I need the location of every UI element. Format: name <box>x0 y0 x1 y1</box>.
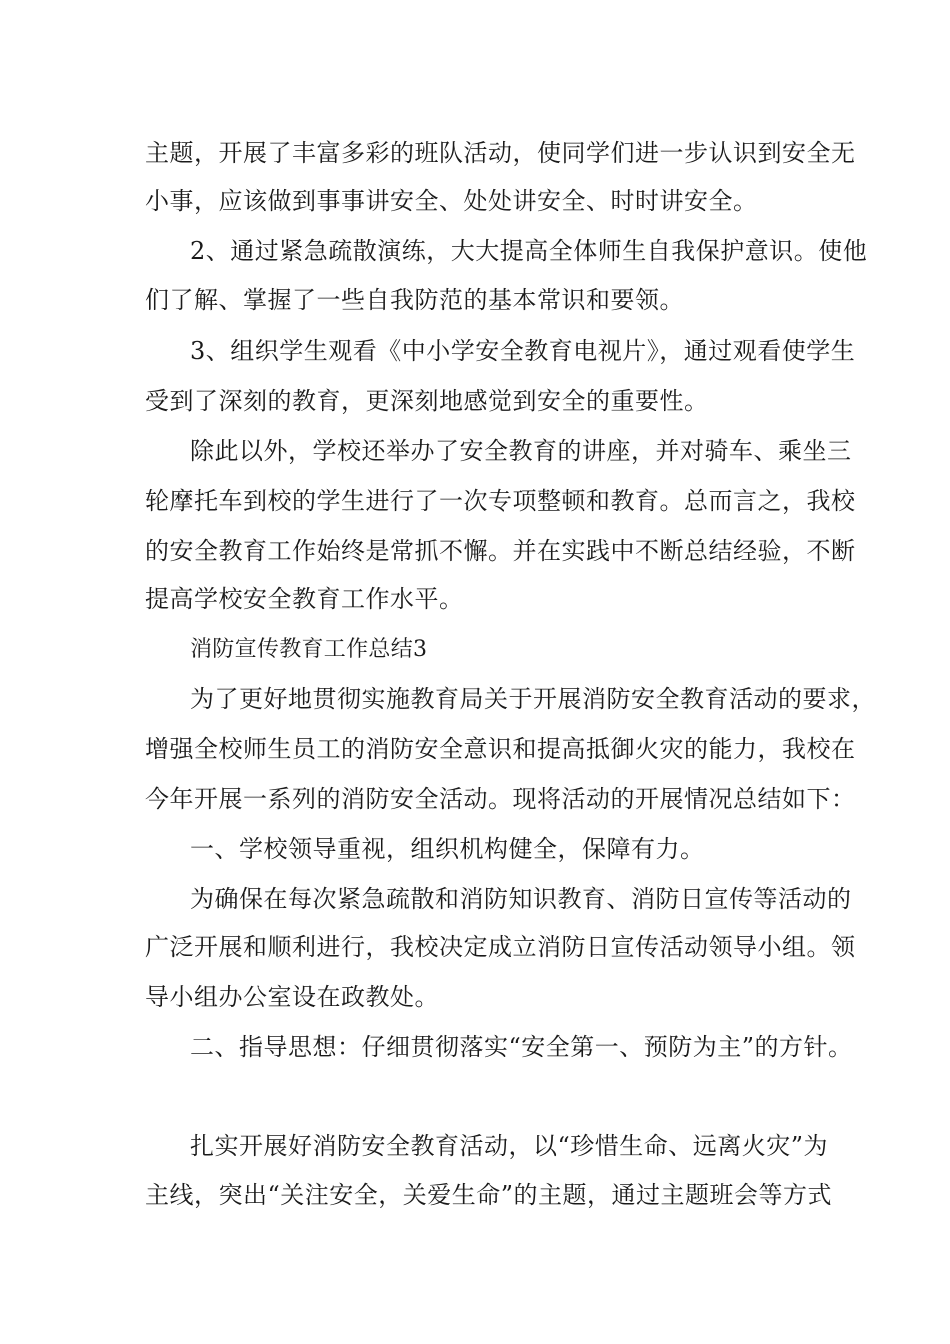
text-line: 3、组织学生观看《中小学安全教育电视片》，通过观看使学生 <box>190 337 856 365</box>
text-line: 一、学校领导重视，组织机构健全，保障有力。 <box>190 835 705 863</box>
text-line: 扎实开展好消防安全教育活动，以“珍惜生命、远离火灾”为 <box>190 1132 829 1160</box>
text-line: 轮摩托车到校的学生进行了一次专项整顿和教育。总而言之，我校 <box>145 487 856 515</box>
text-line: 提高学校安全教育工作水平。 <box>145 585 464 613</box>
text-line: 2、通过紧急疏散演练，大大提高全体师生自我保护意识。使他 <box>190 237 868 265</box>
text-line: 为确保在每次紧急疏散和消防知识教育、消防日宣传等活动的 <box>190 885 852 913</box>
text-line: 主线，突出“关注安全，关爱生命”的主题，通过主题班会等方式 <box>145 1181 833 1209</box>
text-line: 受到了深刻的教育，更深刻地感觉到安全的重要性。 <box>145 387 709 415</box>
text-line: 今年开展一系列的消防安全活动。现将活动的开展情况总结如下： <box>145 785 856 813</box>
text-line: 二、指导思想：仔细贯彻落实“安全第一、预防为主”的方针。 <box>190 1033 853 1061</box>
text-line: 的安全教育工作始终是常抓不懈。并在实践中不断总结经验，不断 <box>145 537 856 565</box>
text-line: 导小组办公室设在政教处。 <box>145 983 439 1011</box>
text-line: 小事，应该做到事事讲安全、处处讲安全、时时讲安全。 <box>145 187 758 215</box>
text-line: 除此以外，学校还举办了安全教育的讲座，并对骑车、乘坐三 <box>190 437 852 465</box>
text-line: 们了解、掌握了一些自我防范的基本常识和要领。 <box>145 286 684 314</box>
text-line: 广泛开展和顺利进行，我校决定成立消防日宣传活动领导小组。领 <box>145 933 856 961</box>
text-line: 为了更好地贯彻实施教育局关于开展消防安全教育活动的要求， <box>190 685 876 713</box>
text-line: 增强全校师生员工的消防安全意识和提高抵御火灾的能力，我校在 <box>145 735 856 763</box>
section-heading: 消防宣传教育工作总结3 <box>190 637 428 662</box>
text-line: 主题，开展了丰富多彩的班队活动，使同学们进一步认识到安全无 <box>145 139 856 167</box>
